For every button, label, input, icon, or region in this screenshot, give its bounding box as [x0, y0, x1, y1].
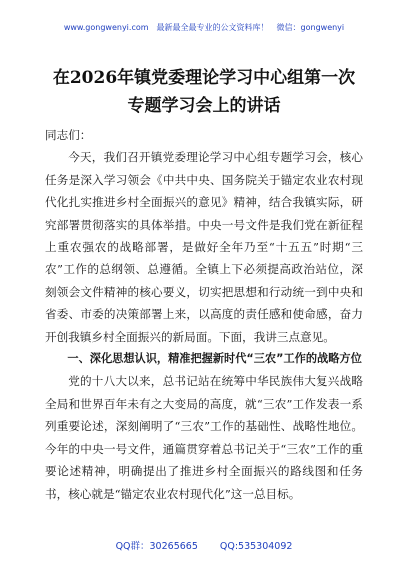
paragraph-intro: 今天，我们召开镇党委理论学习中心组专题学习会，核心任务是深入学习领会《中共中央、国务院关于锚定农业农村现代化扎实推进乡村全面振兴的意见》精神，结合我镇实际，研究部署贯彻落实的具体举措。中央一号文件是我们党在新征程上重农强农的战略部署，是做好全年乃至“十五五”时期“三农”工作的总纲领、总遵循。全镇上下必须提高政治站位，深刻领会文件精神的核心要义，切实把思想和行动统一到中央和省委、市委的决策部署上来，以高度的责任感和使命感，奋力开创我镇乡村全面振兴的新局面。下面，我讲三点意见。	[45, 150, 363, 344]
header-wechat: 微信：gongwenyi	[276, 23, 345, 32]
header-slogan: 最新最全最专业的公文资料库！	[156, 23, 269, 32]
footer-qq-group: QQ群：30265665	[115, 541, 198, 552]
page-header	[0, 22, 408, 33]
document-title	[40, 64, 368, 120]
page-footer	[0, 538, 408, 552]
title-line-2: 专题学习会上的讲话	[127, 96, 281, 116]
header-website-link[interactable]: www.gongwenyi.com	[63, 23, 149, 32]
document-body	[45, 124, 363, 505]
footer-qq-contact: QQ:535304092	[219, 541, 293, 552]
title-line-1: 在2026年镇党委理论学习中心组第一次	[52, 68, 356, 88]
salutation: 同志们：	[45, 128, 92, 142]
paragraph-section-1: 党的十八大以来，总书记站在统筹中华民族伟大复兴战略全局和世界百年未有之大变局的高度，就“三农”工作发表一系列重要论述，深刻阐明了“三农”工作的基础性、战略性地位。今年的中央一号文件，通篇贯穿着总书记关于“三农”工作的重要论述精神，明确提出了推进乡村全面振兴的路线图和任务书，核心就是“锚定农业农村现代化”这一总目标。	[45, 374, 363, 501]
section-heading-1: 一、深化思想认识，精准把握新时代“三农”工作的战略方位	[67, 352, 362, 366]
